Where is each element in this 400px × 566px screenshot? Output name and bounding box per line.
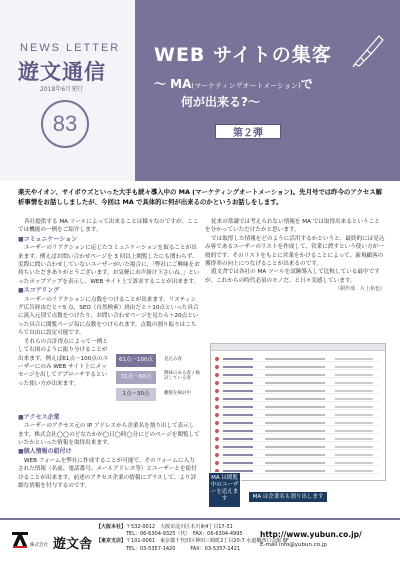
left-lead: 各社提供する MA ツールによって出来ることは様々なのですが、ここでは機能の一例をご紹介します。	[18, 219, 199, 234]
screenshot-row	[215, 356, 381, 362]
callout-company-name: MA は企業名も割り出します	[248, 491, 328, 503]
section-title: ■個人情報の紐付け	[18, 448, 72, 456]
screenshot-row	[215, 444, 381, 450]
section-title: ■アクセス企業	[18, 413, 60, 421]
hero-title: WEB サイトの集客	[154, 44, 332, 66]
issue-number-badge	[41, 100, 89, 148]
website-link[interactable]: http://www.yubun.co.jp/	[260, 530, 362, 539]
score-range-high: 61点〜100点	[116, 354, 156, 367]
screenshot-row	[215, 460, 381, 466]
osaka-address: 〒532-0012 大阪市淀川区木川東4丁目17-31	[126, 524, 233, 530]
scoring-wrap-text: それらの合計得点によって一例として右図のように振り分けることが出来ます。例えば61点〜100点のユーザーにのみ WEB サイト上にメッセージを出してアプローチするといった使い方が出来ます。	[18, 338, 109, 387]
issue-date: 2018年6月発行	[40, 86, 84, 93]
callout-visitor-tracking: MA は閲覧中のユーザーを追えます	[208, 472, 241, 508]
hero-subtitle-line2: 何が出来る?〜	[181, 95, 260, 109]
right-paragraph: 従来の常識では考えられない情報を MA では取得出来るということを分かっていただけたかと思います。	[205, 219, 380, 234]
hero-subtitle-small: (マーケティングオートメーション)	[191, 82, 301, 90]
hero-subtitle-suffix: で	[300, 77, 313, 91]
header	[0, 0, 400, 181]
tokyo-address: 〒101-0061 東京都千代田区神田三崎町2丁目20-7 水道橋西口会館 8F	[126, 538, 289, 545]
screenshot-row	[215, 396, 381, 402]
score-range-mid-desc: 興味のある客 / 検討している客	[164, 370, 200, 382]
newsletter-label: NEWS LETTER	[20, 42, 121, 54]
footer	[0, 518, 400, 566]
osaka-tel: TEL：06-6304-9325（代） FAX：06-6304-4995	[126, 531, 243, 538]
section-body-communication: ユーザーのリアクションに応じたコミュニケーションを取ることが出来ます。例えばお問い合わせページを 3 回以上閲覧したにも関わらず、実際に問い合わせしていないユーザーがいた場合に、「弊社にご興味をお持ちいただきありがとうございます。お気軽にお声掛け下さいね。」といったポップアップを表示し、WEB サイト上で訴求することが出来ます。	[18, 245, 200, 285]
section-body-personal-info: WEB フォームを弊社に作成することが可能で、そのフォームに入力された情報（名前、電話番号、メールアドレス等）とユーザーとを紐付けることが出来ます。前述のアクセス企業の情報にプラスして、より詳細な情報を付与するのです。	[18, 457, 197, 489]
fountain-pen-icon	[351, 32, 385, 68]
ma-tool-screenshot	[210, 343, 386, 481]
section-heading-personal-info	[18, 448, 200, 456]
screenshot-row	[215, 452, 381, 458]
right-paragraph: 遊文舎では各社の MA ツールを試験導入して比較している最中ですが、これからの時代必須のモノだ、と日々実感しています。	[205, 269, 380, 284]
score-range-high-desc: 見込み客	[164, 356, 182, 362]
issue-number: 83	[52, 111, 78, 136]
score-range-mid: 31点〜60点	[116, 371, 156, 384]
screenshot-row	[215, 420, 381, 426]
section-heading-access-company	[18, 414, 200, 422]
author-note: （制作部 片上裕也）	[334, 286, 385, 293]
newsletter-title: 遊文通信	[18, 59, 106, 84]
masthead	[0, 0, 135, 181]
screenshot-row	[215, 404, 381, 410]
section-title: ■スコアリング	[18, 287, 60, 295]
tokyo-label: 【東京支店】	[96, 538, 127, 545]
screenshot-row	[215, 372, 381, 378]
section-heading-communication	[18, 236, 200, 244]
score-range-low-desc: 離脱を検討中	[164, 390, 191, 396]
hero-subtitle	[154, 75, 313, 92]
osaka-label: 【大阪本社】	[96, 524, 127, 530]
section-body-scoring: ユーザーのリアクションに点数をつけることが出来ます。リスティング広告経由だと＋5 点、SEO（自然検索）経由だと＋10点といった具合に流入元別で点数をつけたり、お問い合わせページを見たら＋20点といった具合に閲覧ページ毎に点数をつけられます。点数の割り振りはこちらで自由に設定可能です。	[18, 296, 199, 337]
series-badge: 第２弾	[215, 124, 281, 139]
screenshot-row	[215, 380, 381, 386]
screenshot-row	[215, 364, 381, 370]
screenshot-row	[215, 428, 381, 434]
section-heading-scoring	[18, 287, 200, 295]
logo-company-type: 株式会社	[30, 543, 48, 548]
section-body-access-company: ユーザーのアクセス元の IP アドレスから企業名を割り出して表示します。株式会社◯◯のどなたかが◯日◯時◯分にどのページを閲覧していたかといった情報を取得出来ます。	[18, 423, 200, 446]
screenshot-toolbar	[211, 344, 385, 351]
intro-text: 楽天やイオン、サイボウズといった大手も続々導入中の MA (マーケティングオートメーション)。先月号では昨今のアクセス解析事情をお話ししましたが、今回は MA で具体的に何が出来るのかというお話しをします。	[18, 188, 383, 206]
score-range-low: 1点〜30点	[116, 388, 156, 401]
score-figure	[114, 342, 200, 410]
screenshot-row	[215, 388, 381, 394]
right-column	[205, 218, 385, 294]
logo-company-name: 遊文舎	[53, 537, 93, 552]
section-title: ■コミュニケーション	[18, 235, 78, 243]
right-paragraph: では取得した情報をどのように活用するかというと、最終的には見込み客であるユーザーのリストを作成して、営業に渡すという使い方が一般的です。そのリストをもとに営業をかけることによって、新規顧客の獲得率の向上につなげることが出来るのです。	[205, 235, 385, 268]
scoring-wrap-area	[18, 338, 200, 413]
screenshot-row	[215, 412, 381, 418]
hero-subtitle-prefix: 〜 MA	[154, 77, 192, 91]
screenshot-row	[215, 436, 381, 442]
company-logo-icon	[10, 529, 30, 549]
email-link[interactable]: E-mail info@yubun.co.jp	[260, 542, 327, 548]
left-column	[18, 218, 200, 490]
tokyo-tel: TEL：03-5357-1420 FAX：03-5357-1421	[126, 545, 241, 552]
